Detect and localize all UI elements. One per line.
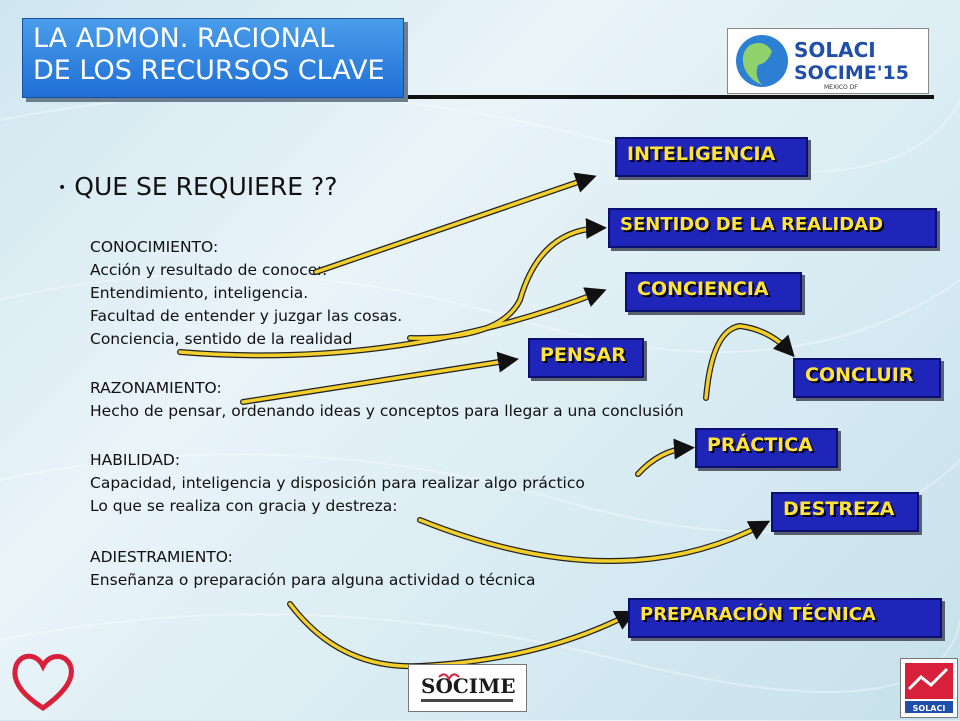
solaci-socime-logo	[727, 28, 929, 94]
section-line: Hecho de pensar, ordenando ideas y conceptos para llegar a una conclusión	[90, 402, 684, 420]
tag-concluir: CONCLUIR	[793, 358, 941, 398]
title-underline	[408, 95, 934, 99]
slide-title	[22, 18, 404, 98]
tag-conciencia: CONCIENCIA	[625, 272, 802, 312]
tag-destreza: DESTREZA	[771, 492, 919, 532]
title-line-1: LA ADMON. RACIONAL	[33, 23, 335, 54]
section-line: Acción y resultado de conocer.	[90, 261, 328, 279]
section-title: CONOCIMIENTO:	[90, 238, 219, 256]
title-line-2: DE LOS RECURSOS CLAVE	[33, 55, 385, 86]
solaci-bottom-text: SOLACI	[912, 704, 946, 713]
socime-bottom-text: SOCIME	[421, 674, 516, 698]
section-line: Facultad de entender y juzgar las cosas.	[90, 307, 403, 325]
tag-inteligencia: INTELIGENCIA	[615, 137, 808, 177]
section-habilidad	[90, 449, 585, 518]
section-title: RAZONAMIENTO:	[90, 379, 222, 397]
solaci-bottom-logo	[900, 658, 958, 718]
tag-practica: PRÁCTICA	[695, 428, 838, 468]
tag-preparacion-tecnica: PREPARACIÓN TÉCNICA	[628, 598, 942, 638]
section-adiestramiento	[90, 546, 536, 592]
tag-pensar: PENSAR	[528, 338, 644, 378]
question-heading	[58, 172, 338, 201]
section-line: Lo que se realiza con gracia y destreza:	[90, 497, 398, 515]
section-title: HABILIDAD:	[90, 451, 181, 469]
heart-logo-icon	[8, 648, 78, 714]
section-line: Capacidad, inteligencia y disposición para realizar algo práctico	[90, 474, 585, 492]
section-line: Conciencia, sentido de la realidad	[90, 330, 353, 348]
solaci-logo-text: SOLACI	[794, 38, 876, 62]
section-razonamiento	[90, 377, 684, 423]
section-title: ADIESTRAMIENTO:	[90, 548, 233, 566]
section-line: Enseñanza o preparación para alguna actividad o técnica	[90, 571, 536, 589]
mexico-logo-text: MEXICO DF	[824, 84, 858, 91]
section-conocimiento	[90, 236, 402, 351]
socime-bottom-logo	[408, 664, 527, 712]
heading-text: QUE SE REQUIERE ??	[74, 172, 338, 201]
tag-sentido-de-la-realidad: SENTIDO DE LA REALIDAD	[608, 208, 937, 248]
section-line: Entendimiento, inteligencia.	[90, 284, 309, 302]
bullet-icon: •	[58, 180, 67, 196]
socime-logo-text: SOCIME'15	[794, 62, 909, 84]
